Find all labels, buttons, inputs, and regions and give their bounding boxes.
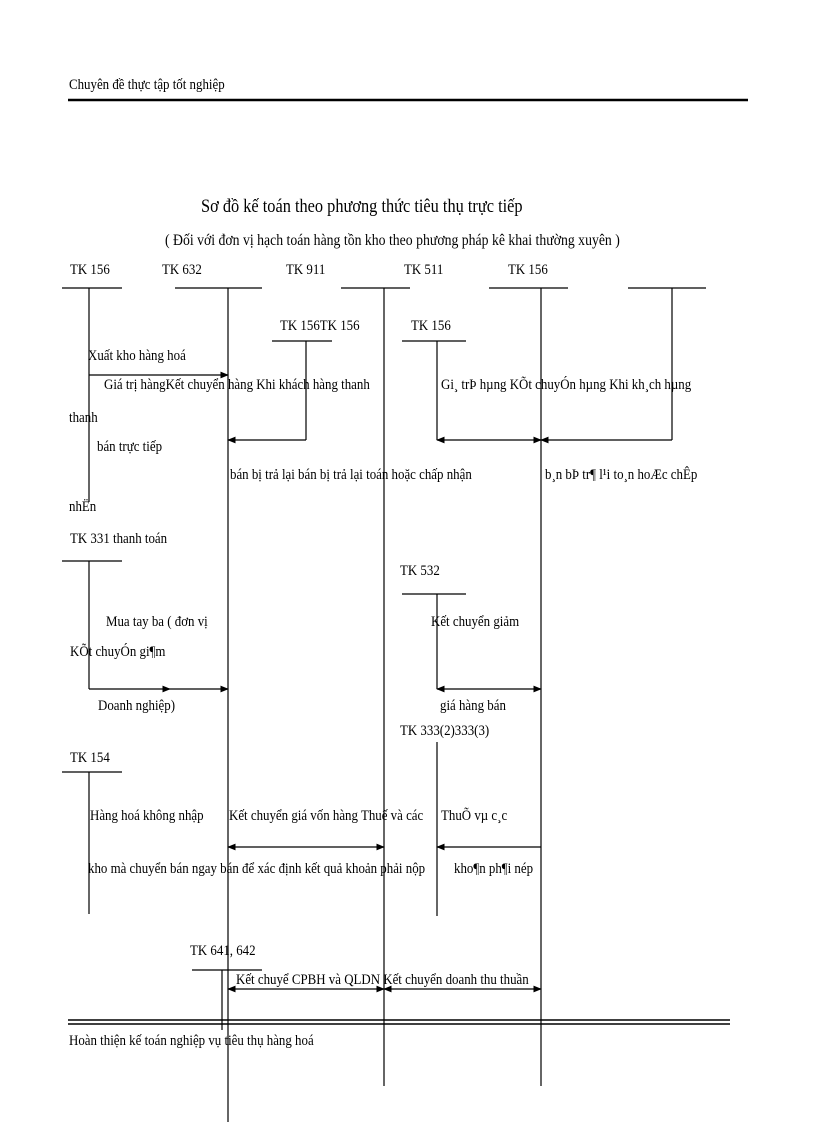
label-ket-chuyen-giam-garbled: KÕt chuyÓn gi¶m (70, 644, 166, 660)
label-ban-bi-tra-lai-garbled: b¸n bÞ tr¶ l¹i to¸n hoÆc chÊp (545, 467, 698, 483)
diagram-title: Sơ đồ kế toán theo phương thức tiêu thụ trực tiếp (201, 196, 523, 217)
label-kho-ma-chuyen-ban: kho mà chuyển bán ngay bán để xác định kết quả khoản phải nộp (88, 861, 426, 877)
account-tk333: TK 333(2)333(3) (400, 723, 490, 739)
label-ban-bi-tra-lai: bán bị trả lại bán bị trả lại toán hoặc chấp nhận (230, 467, 472, 483)
account-tk511: TK 511 (404, 262, 444, 278)
label-nhan: nhËn (69, 499, 97, 515)
label-ban-truc-tiep: bán trực tiếp (97, 439, 163, 455)
label-hang-hoa-khong-nhap: Hàng hoá không nhập (90, 808, 204, 824)
label-gia-tri-hang: Giá trị hàngKết chuyển hàng Khi khách hàng thanh (104, 377, 370, 393)
label-mua-tay-ba: Mua tay ba ( đơn vị (106, 614, 208, 630)
label-thue-garbled: ThuÕ vµ c¸c (441, 808, 508, 824)
account-tk156-right: TK 156 (508, 262, 548, 278)
account-tk156-inner: TK 156 (411, 318, 451, 334)
account-tk156-left: TK 156 (70, 262, 110, 278)
account-tk641-642: TK 641, 642 (190, 943, 256, 959)
account-tk532: TK 532 (400, 563, 440, 579)
page-header: Chuyên đề thực tập tốt nghiệp (69, 77, 225, 93)
account-tk156-tk156: TK 156TK 156 (280, 318, 360, 334)
label-khoan-phai-nop-garbled: kho¶n ph¶i nép (454, 861, 534, 877)
diagram-subtitle: ( Đối với đơn vị hạch toán hàng tồn kho theo phương pháp kê khai thường xuyên ) (165, 232, 620, 249)
label-doanh-nghiep: Doanh nghiệp) (98, 698, 176, 714)
label-thanh: thanh (69, 410, 98, 426)
account-tk911: TK 911 (286, 262, 326, 278)
label-ket-chuyen-gia-von: Kết chuyển giá vốn hàng Thuế và các (229, 808, 424, 824)
account-tk154: TK 154 (70, 750, 110, 766)
page-footer: Hoàn thiện kế toán nghiệp vụ tiêu thụ hàng hoá (69, 1033, 314, 1049)
label-xuat-kho: Xuất kho hàng hoá (88, 348, 186, 364)
label-gia-hang-ban: giá hàng bán (440, 698, 506, 714)
account-tk331: TK 331 thanh toán (70, 531, 168, 547)
label-gia-tri-hang-garbled: Gi¸ trÞ hµng KÕt chuyÓn hµng Khi kh¸ch hµng (441, 377, 692, 393)
label-ket-chuyen-giam: Kết chuyển giảm (431, 614, 520, 630)
account-tk632: TK 632 (162, 262, 202, 278)
label-cpbh-doanh-thu: Kết chuyể CPBH và QLDN Kết chuyển doanh thu thuần (236, 972, 529, 988)
